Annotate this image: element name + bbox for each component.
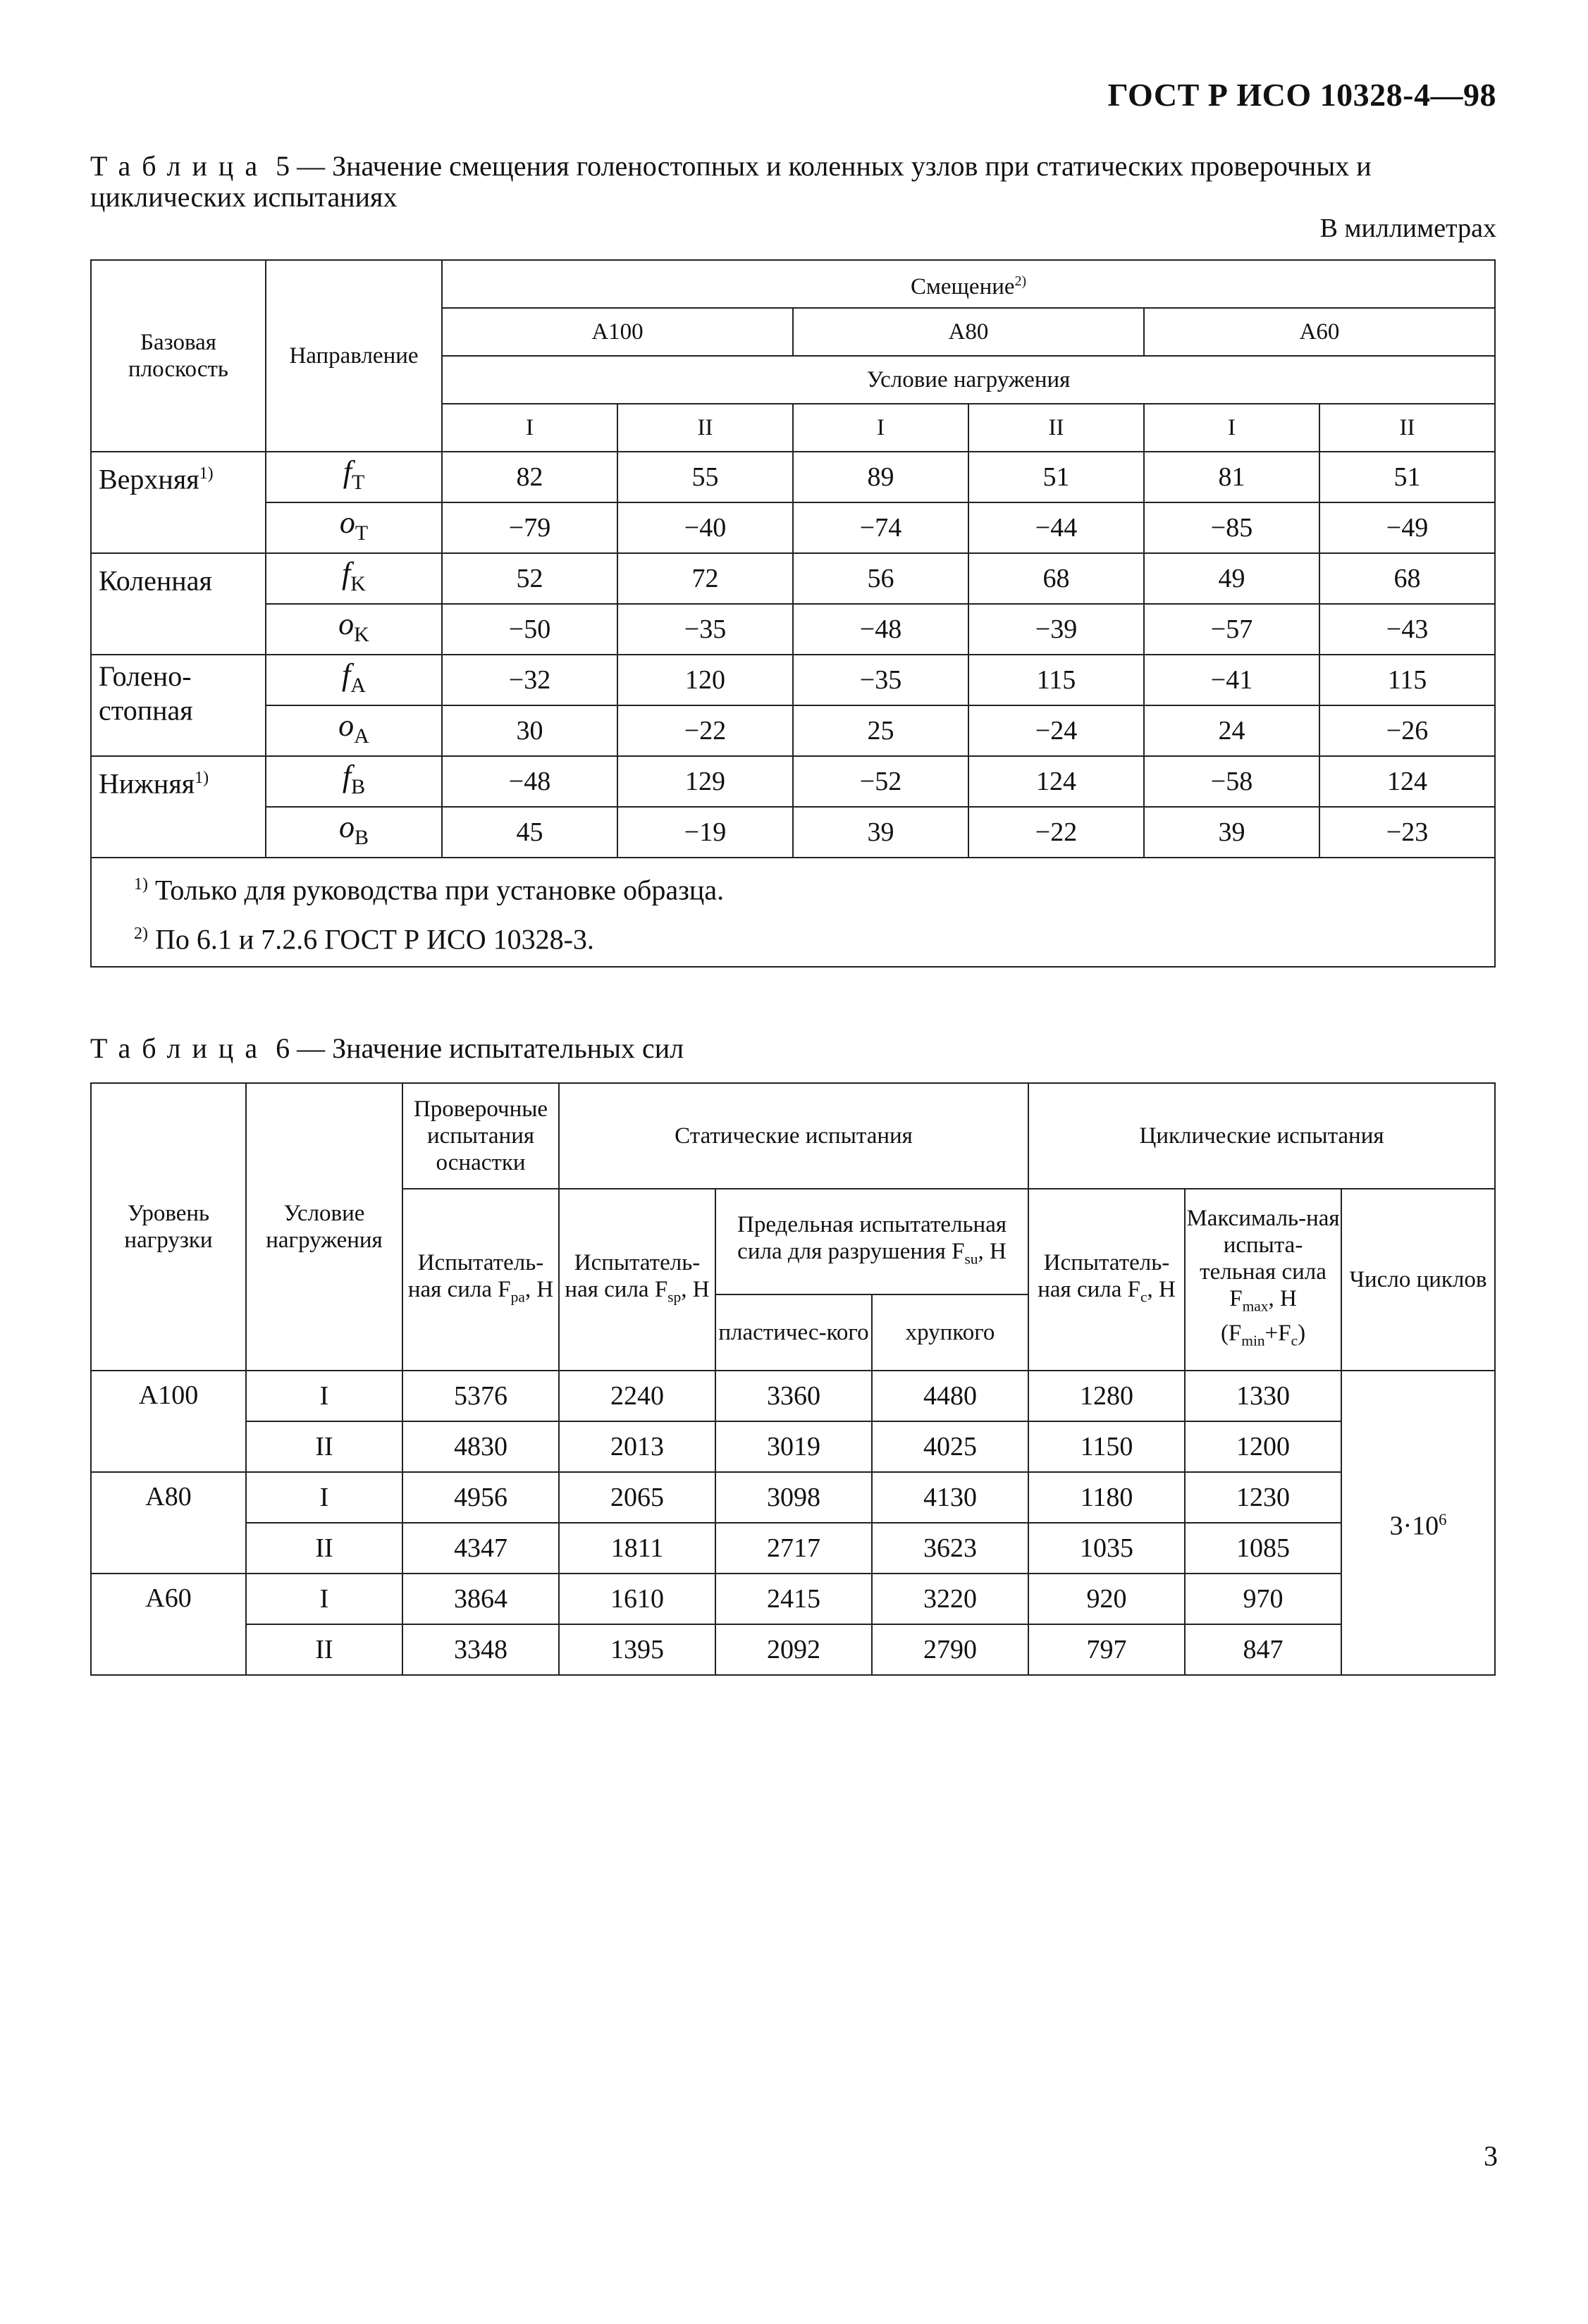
force-value-cell: 847 (1185, 1624, 1341, 1675)
force-value-cell: 4347 (402, 1523, 559, 1574)
load-condition-cell: I (246, 1574, 402, 1624)
shift-value-cell: −79 (442, 502, 617, 553)
force-value-cell: 3623 (872, 1523, 1028, 1574)
header-condition: I (1144, 404, 1319, 452)
header-condition: II (968, 404, 1144, 452)
table-row (91, 604, 1495, 655)
shift-value-cell: −40 (617, 502, 793, 553)
force-value-cell: 797 (1028, 1624, 1185, 1675)
shift-value-cell: 51 (1319, 452, 1495, 502)
shift-value-cell: 55 (617, 452, 793, 502)
table5 (90, 259, 1496, 968)
force-value-cell: 1230 (1185, 1472, 1341, 1523)
table5-units: В миллиметрах (1319, 214, 1496, 243)
load-condition-cell: I (246, 1371, 402, 1421)
table-row (91, 655, 1495, 705)
header-condition: II (617, 404, 793, 452)
header-level: А80 (793, 308, 1144, 356)
header-force-fmax: Максималь-ная испыта-тельная сила $F_{max}$, Н $(F_{min}+F_c)$ (1185, 1189, 1341, 1371)
table-row (91, 756, 1495, 807)
direction-cell: $o_B$ (266, 807, 442, 858)
force-value-cell: 4830 (402, 1421, 559, 1472)
shift-value-cell: 89 (793, 452, 968, 502)
header-force-fsp: Испытатель-ная сила $F_{sp}$, Н (559, 1189, 715, 1371)
page-number: 3 (1484, 2140, 1498, 2172)
force-value-cell: 4025 (872, 1421, 1028, 1472)
base-plane-cell: Верхняя$^{1)}$ (91, 452, 266, 553)
header-brittle: хрупкого (872, 1294, 1028, 1371)
shift-value-cell: 30 (442, 705, 617, 756)
force-value-cell: 2065 (559, 1472, 715, 1523)
shift-value-cell: −32 (442, 655, 617, 705)
force-value-cell: 1811 (559, 1523, 715, 1574)
table5-body (91, 452, 1495, 858)
force-value-cell: 3360 (715, 1371, 872, 1421)
direction-cell: $o_T$ (266, 502, 442, 553)
force-value-cell: 2790 (872, 1624, 1028, 1675)
header-plastic: пластичес-кого (715, 1294, 872, 1371)
shift-value-cell: −44 (968, 502, 1144, 553)
load-condition-cell: II (246, 1624, 402, 1675)
header-force-fc: Испытатель-ная сила $F_c$, Н (1028, 1189, 1185, 1371)
shift-value-cell: −52 (793, 756, 968, 807)
shift-value-cell: 129 (617, 756, 793, 807)
base-plane-cell: Голено-стопная (91, 655, 266, 756)
table-row (91, 1472, 1495, 1523)
footnote-1: $^{1)}$ Только для руководства при установке образца. (134, 874, 725, 906)
header-load-condition: Условие нагружения (246, 1083, 402, 1371)
force-value-cell: 3098 (715, 1472, 872, 1523)
shift-value-cell: 49 (1144, 553, 1319, 604)
shift-value-cell: −35 (617, 604, 793, 655)
shift-value-cell: −23 (1319, 807, 1495, 858)
shift-value-cell: 24 (1144, 705, 1319, 756)
shift-value-cell: 25 (793, 705, 968, 756)
shift-value-cell: 68 (1319, 553, 1495, 604)
load-level-cell: А100 (91, 1371, 246, 1472)
shift-value-cell: 68 (968, 553, 1144, 604)
table-row (91, 553, 1495, 604)
force-value-cell: 4480 (872, 1371, 1028, 1421)
shift-value-cell: 124 (968, 756, 1144, 807)
shift-value-cell: −43 (1319, 604, 1495, 655)
table6-body (91, 1371, 1495, 1675)
force-value-cell: 3864 (402, 1574, 559, 1624)
table-row (91, 502, 1495, 553)
load-level-cell: А80 (91, 1472, 246, 1574)
shift-value-cell: 124 (1319, 756, 1495, 807)
header-base-plane: Базовая плоскость (91, 260, 266, 452)
header-condition: I (793, 404, 968, 452)
base-plane-cell: Коленная (91, 553, 266, 655)
shift-value-cell: 72 (617, 553, 793, 604)
shift-value-cell: −50 (442, 604, 617, 655)
force-value-cell: 4130 (872, 1472, 1028, 1523)
header-force-fsu: Предельная испытательная сила для разрушения $F_{su}$, Н (715, 1189, 1028, 1294)
table5-caption-word: Таблица (90, 150, 269, 182)
table5-caption (90, 151, 1493, 213)
force-value-cell: 2415 (715, 1574, 872, 1624)
force-value-cell: 2013 (559, 1421, 715, 1472)
direction-cell: $f_A$ (266, 655, 442, 705)
shift-value-cell: 39 (793, 807, 968, 858)
table6 (90, 1082, 1496, 1676)
header-level: А60 (1144, 308, 1495, 356)
table-row (91, 807, 1495, 858)
base-plane-cell: Нижняя$^{1)}$ (91, 756, 266, 858)
force-value-cell: 3220 (872, 1574, 1028, 1624)
footnote-2: $^{2)}$ По 6.1 и 7.2.6 ГОСТ Р ИСО 10328-3. (134, 923, 594, 956)
shift-value-cell: −85 (1144, 502, 1319, 553)
load-level-cell: А60 (91, 1574, 246, 1675)
force-value-cell: 1330 (1185, 1371, 1341, 1421)
shift-value-cell: 115 (1319, 655, 1495, 705)
force-value-cell: 1395 (559, 1624, 715, 1675)
shift-value-cell: −41 (1144, 655, 1319, 705)
shift-value-cell: −74 (793, 502, 968, 553)
force-value-cell: 1280 (1028, 1371, 1185, 1421)
shift-value-cell: −22 (968, 807, 1144, 858)
force-value-cell: 2717 (715, 1523, 872, 1574)
header-cycle-count: Число циклов (1341, 1189, 1495, 1371)
force-value-cell: 1150 (1028, 1421, 1185, 1472)
header-proof-tests: Проверочные испытания оснастки (402, 1083, 559, 1189)
header-condition: II (1319, 404, 1495, 452)
force-value-cell: 920 (1028, 1574, 1185, 1624)
force-value-cell: 1180 (1028, 1472, 1185, 1523)
header-load-condition: Условие нагружения (442, 356, 1495, 404)
shift-value-cell: −48 (793, 604, 968, 655)
table6-caption-text: 6 — Значение испытательных сил (269, 1032, 684, 1064)
force-value-cell: 2240 (559, 1371, 715, 1421)
load-condition-cell: I (246, 1472, 402, 1523)
standard-code: ГОСТ Р ИСО 10328-4—98 (1107, 77, 1496, 113)
table6-caption (90, 1033, 1493, 1064)
header-load-level: Уровень нагрузки (91, 1083, 246, 1371)
header-condition: I (442, 404, 617, 452)
direction-cell: $f_K$ (266, 553, 442, 604)
shift-value-cell: −19 (617, 807, 793, 858)
header-shift: Смещение$^{2)}$ (442, 260, 1495, 308)
shift-value-cell: 82 (442, 452, 617, 502)
shift-value-cell: 115 (968, 655, 1144, 705)
force-value-cell: 1610 (559, 1574, 715, 1624)
load-condition-cell: II (246, 1421, 402, 1472)
table-row (91, 1421, 1495, 1472)
direction-cell: $f_T$ (266, 452, 442, 502)
shift-value-cell: 51 (968, 452, 1144, 502)
shift-value-cell: 120 (617, 655, 793, 705)
shift-value-cell: 45 (442, 807, 617, 858)
force-value-cell: 1035 (1028, 1523, 1185, 1574)
table5-footnotes (91, 858, 1495, 967)
shift-value-cell: −22 (617, 705, 793, 756)
header-level: А100 (442, 308, 793, 356)
direction-cell: $o_K$ (266, 604, 442, 655)
force-value-cell: 3348 (402, 1624, 559, 1675)
header-force-fpa: Испытатель-ная сила $F_{pa}$, Н (402, 1189, 559, 1371)
shift-value-cell: −58 (1144, 756, 1319, 807)
shift-value-cell: 56 (793, 553, 968, 604)
load-condition-cell: II (246, 1523, 402, 1574)
table-row (91, 705, 1495, 756)
shift-value-cell: −48 (442, 756, 617, 807)
shift-value-cell: 81 (1144, 452, 1319, 502)
force-value-cell: 970 (1185, 1574, 1341, 1624)
table-row (91, 1574, 1495, 1624)
force-value-cell: 1200 (1185, 1421, 1341, 1472)
table6-caption-word: Таблица (90, 1032, 269, 1064)
shift-value-cell: 52 (442, 553, 617, 604)
force-value-cell: 4956 (402, 1472, 559, 1523)
shift-value-cell: −57 (1144, 604, 1319, 655)
shift-value-cell: −39 (968, 604, 1144, 655)
table5-caption-text: 5 — Значение смещения голеностопных и коленных узлов при статических проверочных и циклических испытаниях (90, 150, 1372, 213)
table-row (91, 1523, 1495, 1574)
force-value-cell: 5376 (402, 1371, 559, 1421)
header-cyclic-tests: Циклические испытания (1028, 1083, 1495, 1189)
header-static-tests: Статические испытания (559, 1083, 1028, 1189)
force-value-cell: 2092 (715, 1624, 872, 1675)
shift-value-cell: −26 (1319, 705, 1495, 756)
cycle-count-cell: $3\cdot 10^6$ (1341, 1371, 1495, 1675)
force-value-cell: 3019 (715, 1421, 872, 1472)
direction-cell: $o_A$ (266, 705, 442, 756)
direction-cell: $f_B$ (266, 756, 442, 807)
table-row (91, 1624, 1495, 1675)
table-row (91, 1371, 1495, 1421)
force-value-cell: 1085 (1185, 1523, 1341, 1574)
table-row (91, 452, 1495, 502)
shift-value-cell: −49 (1319, 502, 1495, 553)
shift-value-cell: 39 (1144, 807, 1319, 858)
shift-value-cell: −24 (968, 705, 1144, 756)
shift-value-cell: −35 (793, 655, 968, 705)
header-direction: Направление (266, 260, 442, 452)
